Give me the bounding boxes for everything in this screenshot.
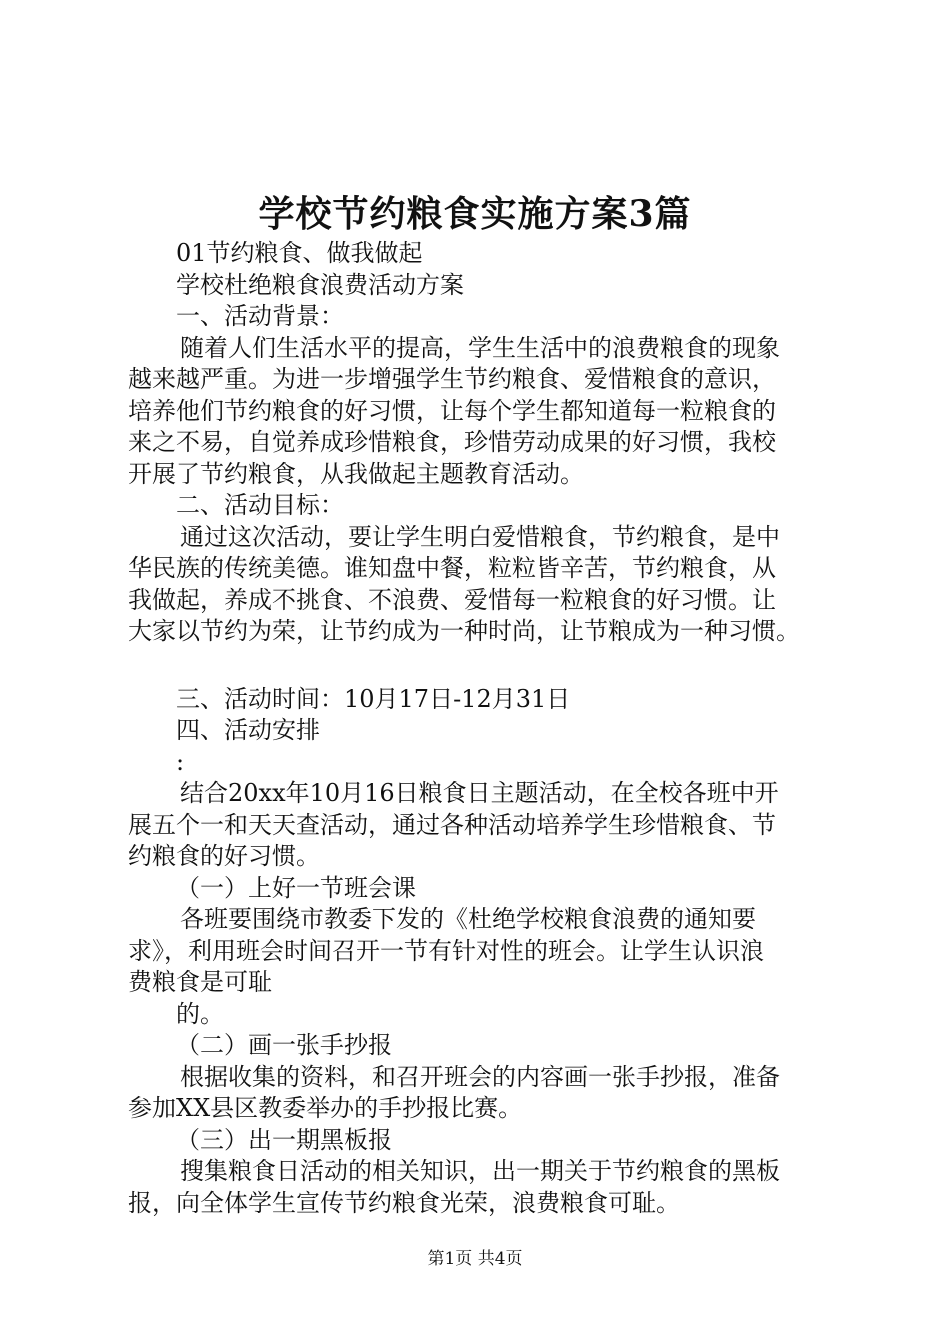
blank-line (128, 648, 858, 684)
paragraph-line: 的。 (176, 999, 224, 1028)
paragraph-line: 大家以节约为荣，让节约成为一种时尚，让节粮成为一种习惯。 (128, 617, 800, 645)
paragraph-line: 约粮食的好习惯。 (128, 842, 320, 870)
document-title: 学校节约粮食实施方案3篇 (258, 193, 692, 235)
paragraph-line: 我做起，养成不挑食、不浪费、爱惜每一粒粮食的好习惯。让 (128, 585, 776, 614)
document-body (128, 238, 858, 1219)
paragraph-line: 求》，利用班会时间召开一节有针对性的班会。让学生认识浪 (128, 936, 764, 965)
paragraph-line: 参加XX县区教委举办的手抄报比赛。 (128, 1094, 523, 1122)
section-heading: 一、活动背景： (176, 302, 344, 330)
paragraph-line: 通过这次活动，要让学生明白爱惜粮食，节约粮食，是中 (180, 522, 780, 551)
stray-colon: : (176, 747, 185, 776)
subsection-heading: （三）出一期黑板报 (176, 1125, 392, 1154)
subsection-heading: （一）上好一节班会课 (176, 873, 416, 902)
paragraph-line: 根据收集的资料，和召开班会的内容画一张手抄报，准备 (180, 1062, 780, 1091)
paragraph-line: 培养他们节约粮食的好习惯，让每个学生都知道每一粒粮食的 (128, 396, 776, 425)
paragraph-line: 来之不易，自觉养成珍惜粮食，珍惜劳动成果的好习惯，我校 (128, 428, 776, 456)
paragraph-line: 报，向全体学生宣传节约粮食光荣，浪费粮食可耻。 (128, 1188, 680, 1217)
section-heading: 01节约粮食、做我做起 (176, 239, 423, 267)
paragraph-line: 费粮食是可耻 (128, 968, 272, 996)
paragraph-line: 华民族的传统美德。谁知盘中餐，粒粒皆辛苦，节约粮食，从 (128, 554, 776, 582)
paragraph-line: 各班要围绕市教委下发的《杜绝学校粮食浪费的通知要 (180, 905, 756, 933)
paragraph-line: 开展了节约粮食，从我做起主题教育活动。 (128, 459, 584, 488)
paragraph-line: 随着人们生活水平的提高，学生生活中的浪费粮食的现象 (180, 333, 780, 362)
page-number-footer: 第1页 共4页 (427, 1249, 523, 1269)
section-heading: 二、活动目标： (176, 491, 344, 519)
paragraph-line: 搜集粮食日活动的相关知识，出一期关于节约粮食的黑板 (180, 1157, 780, 1185)
section-heading: 三、活动时间：10月17日-12月31日 (176, 684, 571, 713)
paragraph-line: 展五个一和天天查活动，通过各种活动培养学生珍惜粮食、节 (128, 810, 776, 839)
plan-subtitle: 学校杜绝粮食浪费活动方案 (176, 270, 464, 299)
subsection-heading: （二）画一张手抄报 (176, 1031, 392, 1059)
section-heading: 四、活动安排 (176, 716, 320, 744)
paragraph-line: 越来越严重。为进一步增强学生节约粮食、爱惜粮食的意识， (128, 365, 776, 393)
paragraph-line: 结合20xx年10月16日粮食日主题活动，在全校各班中开 (180, 779, 779, 807)
